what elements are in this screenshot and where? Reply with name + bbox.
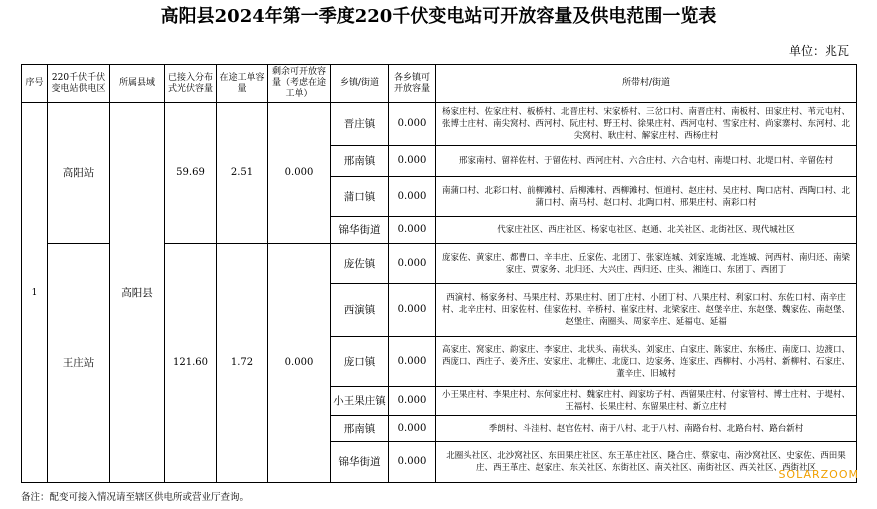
village-list: 杨家庄村、佐家庄村、板桥村、北晋庄村、宋家桥村、三岔口村、南晋庄村、南板村、田家庄村、苇元屯村、张博士庄村、南尖窝村、西河村、阮庄村、野王村、徐果庄村、西河屯村、雪家庄村、尚家寨村、东河村、北尖窝村、耿庄村、解家庄村、西杨庄村 <box>436 103 857 146</box>
town-capacity: 0.000 <box>389 337 436 387</box>
village-list: 季朗村、斗洼村、赵官佐村、南于八村、北于八村、南路台村、北路台村、路台新村 <box>436 416 857 442</box>
town-capacity: 0.000 <box>389 284 436 337</box>
town-name: 邢南镇 <box>331 416 389 442</box>
col-header-index: 序号 <box>22 65 48 103</box>
station-name: 王庄站 <box>48 244 110 483</box>
connected-capacity: 121.60 <box>165 244 217 483</box>
village-list: 庞家佐、黄家庄、都曹口、辛丰庄、丘家佐、北团丁、张家连城、刘家连城、北连城、河西村、南归还、南梁家庄、贾家务、北归还、大兴庄、西归还、庄头、湘连口、东团丁、西团丁 <box>436 244 857 284</box>
col-header-remaining: 剩余可开放容量（考虑在途工单） <box>268 65 331 103</box>
capacity-table <box>21 64 857 483</box>
in-transit-capacity: 1.72 <box>217 244 268 483</box>
town-name: 西演镇 <box>331 284 389 337</box>
town-name: 锦华街道 <box>331 442 389 483</box>
footnote: 备注：配变可接入情况请至辖区供电所或营业厅查询。 <box>21 492 250 503</box>
town-name: 庞口镇 <box>331 337 389 387</box>
header-row <box>22 65 857 103</box>
village-list: 高家庄、窝家庄、韵家庄、李家庄、北状头、南状头、刘家庄、白家庄、陈家庄、东杨庄、南庞口、边渡口、西庞口、西庄子、姜齐庄、安家庄、北柳庄、北庞口、边家务、连家庄、西柳村、小冯村、新柳村、石家庄、董辛庄、旧城村 <box>436 337 857 387</box>
station-name: 高阳站 <box>48 103 110 244</box>
table-row <box>22 103 857 146</box>
town-capacity: 0.000 <box>389 146 436 177</box>
col-header-town-capacity: 各乡镇可开放容量 <box>389 65 436 103</box>
town-capacity: 0.000 <box>389 416 436 442</box>
town-name: 晋庄镇 <box>331 103 389 146</box>
county-name: 高阳县 <box>110 103 165 483</box>
town-name: 邢南镇 <box>331 146 389 177</box>
town-name: 庞佐镇 <box>331 244 389 284</box>
village-list: 西演村、杨家务村、马果庄村、苏果庄村、团丁庄村、小团丁村、八果庄村、利家口村、东佐口村、南辛庄村、北辛庄村、田家佐村、佳家佐村、辛桥村、崔家庄村、北梁家庄、赵堡辛庄、东赵堡、魏家佐、南赵堡、赵堡庄、南圈头、周家辛庄、延福屯、延福 <box>436 284 857 337</box>
col-header-station: 220千伏千伏变电站供电区 <box>48 65 110 103</box>
town-name: 锦华街道 <box>331 217 389 244</box>
town-capacity: 0.000 <box>389 103 436 146</box>
in-transit-capacity: 2.51 <box>217 103 268 244</box>
col-header-in-transit: 在途工单容量 <box>217 65 268 103</box>
village-list: 南蒲口村、北彩口村、前柳滩村、后柳滩村、西柳滩村、恒道村、赵庄村、吴庄村、陶口店村、西陶口村、北蒲口村、南马村、赵口村、北陶口村、邢果庄村、南彩口村 <box>436 177 857 217</box>
remaining-capacity: 0.000 <box>268 244 331 483</box>
village-list: 代家庄社区、西庄社区、杨家屯社区、赵通、北关社区、北街社区、现代城社区 <box>436 217 857 244</box>
col-header-connected: 已接入分布式光伏容量 <box>165 65 217 103</box>
town-name: 小王果庄镇 <box>331 387 389 416</box>
town-name: 蒲口镇 <box>331 177 389 217</box>
village-list: 邢家南村、留祥佐村、于留佐村、西河庄村、六合庄村、六合屯村、南堤口村、北堤口村、辛留佐村 <box>436 146 857 177</box>
col-header-villages: 所带村/街道 <box>436 65 857 103</box>
remaining-capacity: 0.000 <box>268 103 331 244</box>
unit-label: 单位：兆瓦 <box>788 44 849 58</box>
town-capacity: 0.000 <box>389 217 436 244</box>
row-index: 1 <box>22 103 48 483</box>
village-list: 小王果庄村、李果庄村、东何家庄村、魏家庄村、阎家坊子村、西留果庄村、付家管村、博士庄村、于堤村、王福村、长果庄村、东留果庄村、新立庄村 <box>436 387 857 416</box>
town-capacity: 0.000 <box>389 177 436 217</box>
col-header-county: 所属县域 <box>110 65 165 103</box>
page-title: 高阳县2024年第一季度220千伏变电站可开放容量及供电范围一览表 <box>160 6 717 27</box>
watermark: SOLARZOOM <box>778 468 859 481</box>
town-capacity: 0.000 <box>389 387 436 416</box>
village-list: 北圈头社区、北沙窝社区、东田果庄社区、东王革庄社区、隆合庄、蔡家屯、南沙窝社区、史家佐、西田果庄、西王革庄、赵家庄、东关社区、东街社区、南关社区、南街社区、西关社区、西街社区 <box>436 442 857 483</box>
connected-capacity: 59.69 <box>165 103 217 244</box>
col-header-town: 乡镇/街道 <box>331 65 389 103</box>
town-capacity: 0.000 <box>389 244 436 284</box>
town-capacity: 0.000 <box>389 442 436 483</box>
